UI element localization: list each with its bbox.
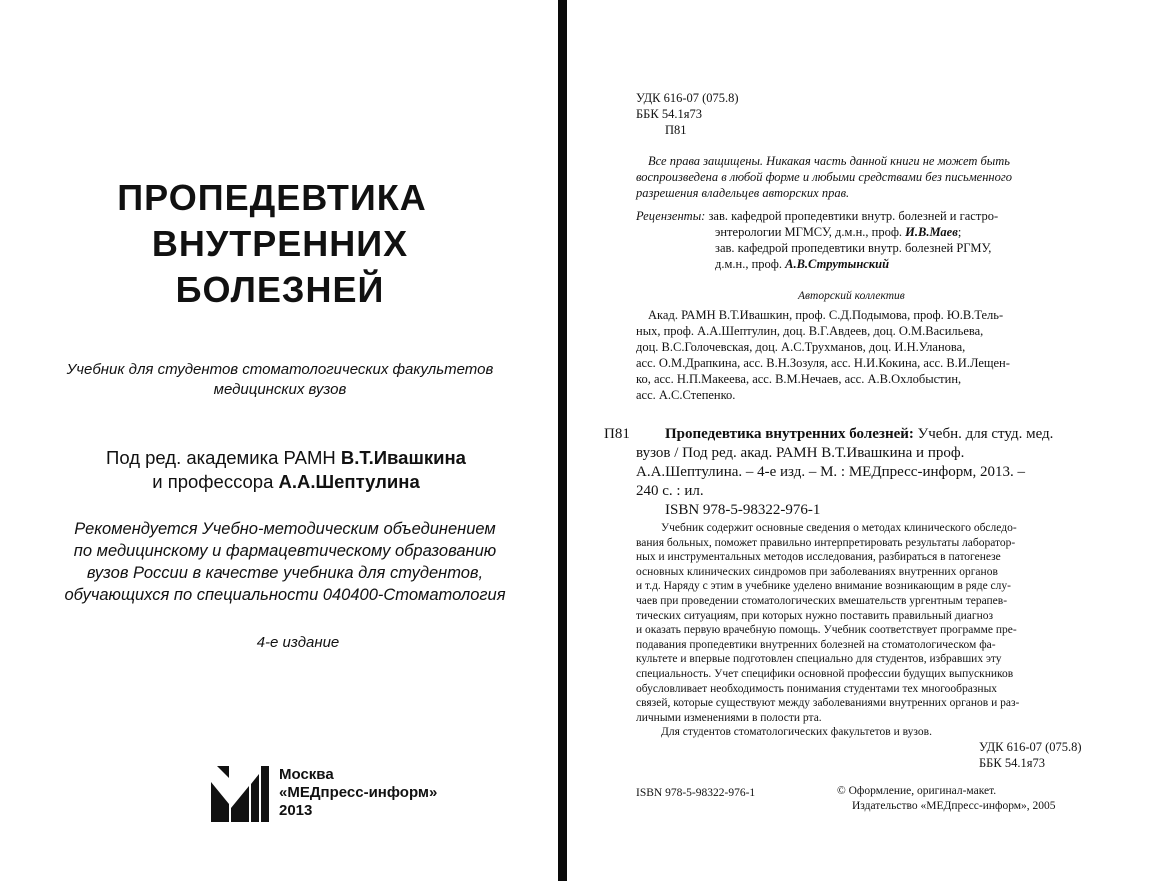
annotation-line-15: Для студентов стоматологических факультетов и вузов. — [661, 726, 932, 739]
recommendation-line-1: Рекомендуется Учебно-методическим объединением — [74, 520, 496, 538]
right-page — [567, 0, 1165, 881]
isbn-bottom: ISBN 978-5-98322-976-1 — [636, 787, 756, 799]
annotation-line-13: связей, которые существуют между заболеваниями внутренних органов и раз- — [636, 697, 1020, 710]
authors-line-5: ко, асс. Н.П.Макеева, асс. В.М.Нечаев, асс. А.В.Охлобыстин, — [636, 372, 962, 386]
authors-line-4: асс. О.М.Драпкина, асс. В.Н.Зозуля, асс. Н.И.Кокина, асс. В.И.Лещен- — [636, 356, 1010, 370]
bbk-top: ББК 54.1я73 — [636, 107, 702, 121]
authors-line-1: Акад. РАМН В.Т.Ивашкин, проф. С.Д.Подымова, проф. Ю.В.Тель- — [648, 308, 1004, 322]
code-top: П81 — [665, 123, 687, 137]
reviewers-label: Рецензенты: — [636, 209, 706, 223]
rights-line-2: воспроизведена в любой форме и любыми средствами без письменного — [636, 170, 1013, 184]
record-isbn: ISBN 978-5-98322-976-1 — [665, 502, 821, 518]
annotation-line-8: и оказать первую врачебную помощь. Учебник соответствует программе пре- — [636, 624, 1017, 637]
publisher-city: Москва — [279, 766, 334, 783]
left-page — [0, 0, 558, 881]
recommendation-line-2: по медицинскому и фармацевтическому образованию — [73, 542, 497, 560]
annotation-line-4: основных клинических синдромов при заболеваниях внутренних органов — [636, 565, 998, 578]
reviewers-line-2 — [715, 224, 961, 240]
subtitle-line-2: медицинских вузов — [213, 381, 347, 398]
edition-label: 4-е издание — [256, 634, 340, 651]
reviewers-line-2-prefix: энтерологии МГМСУ, д.м.н., проф. — [715, 225, 906, 239]
reviewers-line-4 — [715, 256, 889, 272]
annotation-line-6: чаев при проведении стоматологических вмешательств ургентным терапев- — [636, 595, 1008, 607]
recommendation-line-4: обучающихся по специальности 040400-Стоматология — [64, 586, 506, 604]
copyright-line-2: Издательство «МЕДпресс-информ», 2005 — [852, 800, 1056, 812]
recommendation-line-3: вузов России в качестве учебника для студентов, — [86, 564, 484, 582]
authors-heading: Авторский коллектив — [798, 290, 905, 302]
publisher-logo — [209, 764, 269, 824]
record-title: Пропедевтика внутренних болезней: — [665, 426, 914, 442]
annotation-line-7: тических ситуациям, при которых нужно поставить правильный диагноз — [636, 609, 994, 622]
annotation-line-10: культете и впервые подготовлен специально для студентов, избравших эту — [636, 653, 1002, 666]
annotation-line-9: подавания пропедевтики внутренних болезней на стоматологическом фа- — [636, 638, 996, 651]
editors-line-1-prefix: Под ред. академика РАМН — [106, 447, 341, 468]
bbk-bottom: ББК 54.1я73 — [979, 756, 1045, 770]
record-line-3: А.А.Шептулина. – 4-е изд. – М. : МЕДпресс-информ, 2013. – — [636, 464, 1025, 480]
reviewers-line-4-prefix: д.м.н., проф. — [715, 257, 786, 271]
record-code: П81 — [604, 426, 630, 442]
copyright-line-1: © Оформление, оригинал-макет. — [837, 785, 997, 797]
authors-line-2: ных, проф. А.А.Шептулин, доц. В.Г.Авдеев, доц. О.М.Васильева, — [636, 324, 984, 338]
publisher-name: «МЕДпресс-информ» — [279, 784, 438, 801]
record-line-1-rest: Учебн. для студ. мед. — [913, 426, 1054, 442]
book-spine — [558, 0, 567, 881]
subtitle-line-1: Учебник для студентов стоматологических факультетов — [66, 361, 494, 378]
authors-line-6: асс. А.С.Степенко. — [636, 388, 736, 402]
rights-line-3: разрешения владельцев авторских прав. — [636, 186, 850, 200]
record-line-4: 240 с. : ил. — [636, 483, 704, 499]
annotation-line-11: специальность. Учет специфики основной профессии будущих выпускников — [636, 668, 1014, 680]
annotation-line-1: Учебник содержит основные сведения о методах клинического обследо- — [661, 522, 1017, 534]
rights-line-1: Все права защищены. Никакая часть данной книги не может быть — [648, 154, 1010, 168]
editors-line-1 — [26, 446, 546, 470]
editor-name-2: А.А.Шептулина — [278, 471, 420, 492]
udk-top: УДК 616-07 (075.8) — [636, 91, 739, 105]
record-line-2: вузов / Под ред. акад. РАМН В.Т.Ивашкина и проф. — [636, 445, 965, 461]
title-line-1: ПРОПЕДЕВТИКА — [117, 177, 427, 218]
reviewers-line-3: зав. кафедрой пропедевтики внутр. болезней РГМУ, — [715, 241, 992, 255]
reviewer-name-1: И.В.Маев — [905, 225, 958, 239]
reviewers-line-1 — [636, 208, 1116, 224]
annotation-line-14: личными изменениями в полости рта. — [636, 711, 822, 724]
annotation-line-12: обусловливает необходимость понимания студентами тех многообразных — [636, 682, 998, 695]
reviewers-line-1-text: зав. кафедрой пропедевтики внутр. болезней и гастро- — [705, 209, 999, 223]
publisher-year: 2013 — [279, 802, 313, 819]
title-line-3: БОЛЕЗНЕЙ — [175, 269, 385, 310]
annotation-line-5: и т.д. Наряду с этим в учебнике уделено внимание возникающим в ряде слу- — [636, 580, 1011, 593]
udk-bottom: УДК 616-07 (075.8) — [979, 740, 1082, 754]
reviewers-line-2-suffix: ; — [957, 225, 962, 239]
annotation-line-2: вания больных, поможет правильно интерпретировать результаты лаборатор- — [636, 536, 1016, 549]
record-line-1 — [665, 425, 1113, 444]
annotation-line-3: ных и инструментальных методов исследования, разбираться в патогенезе — [636, 551, 1001, 564]
title-line-2: ВНУТРЕННИХ — [151, 223, 409, 264]
editor-name-1: В.Т.Ивашкина — [340, 447, 466, 468]
reviewer-name-2: А.В.Струтынский — [785, 257, 890, 271]
authors-line-3: доц. В.С.Голочевская, доц. А.С.Трухманов, доц. И.Н.Уланова, — [636, 340, 966, 354]
editors-line-2 — [26, 470, 546, 494]
editors-line-2-prefix: и профессора — [152, 471, 279, 492]
